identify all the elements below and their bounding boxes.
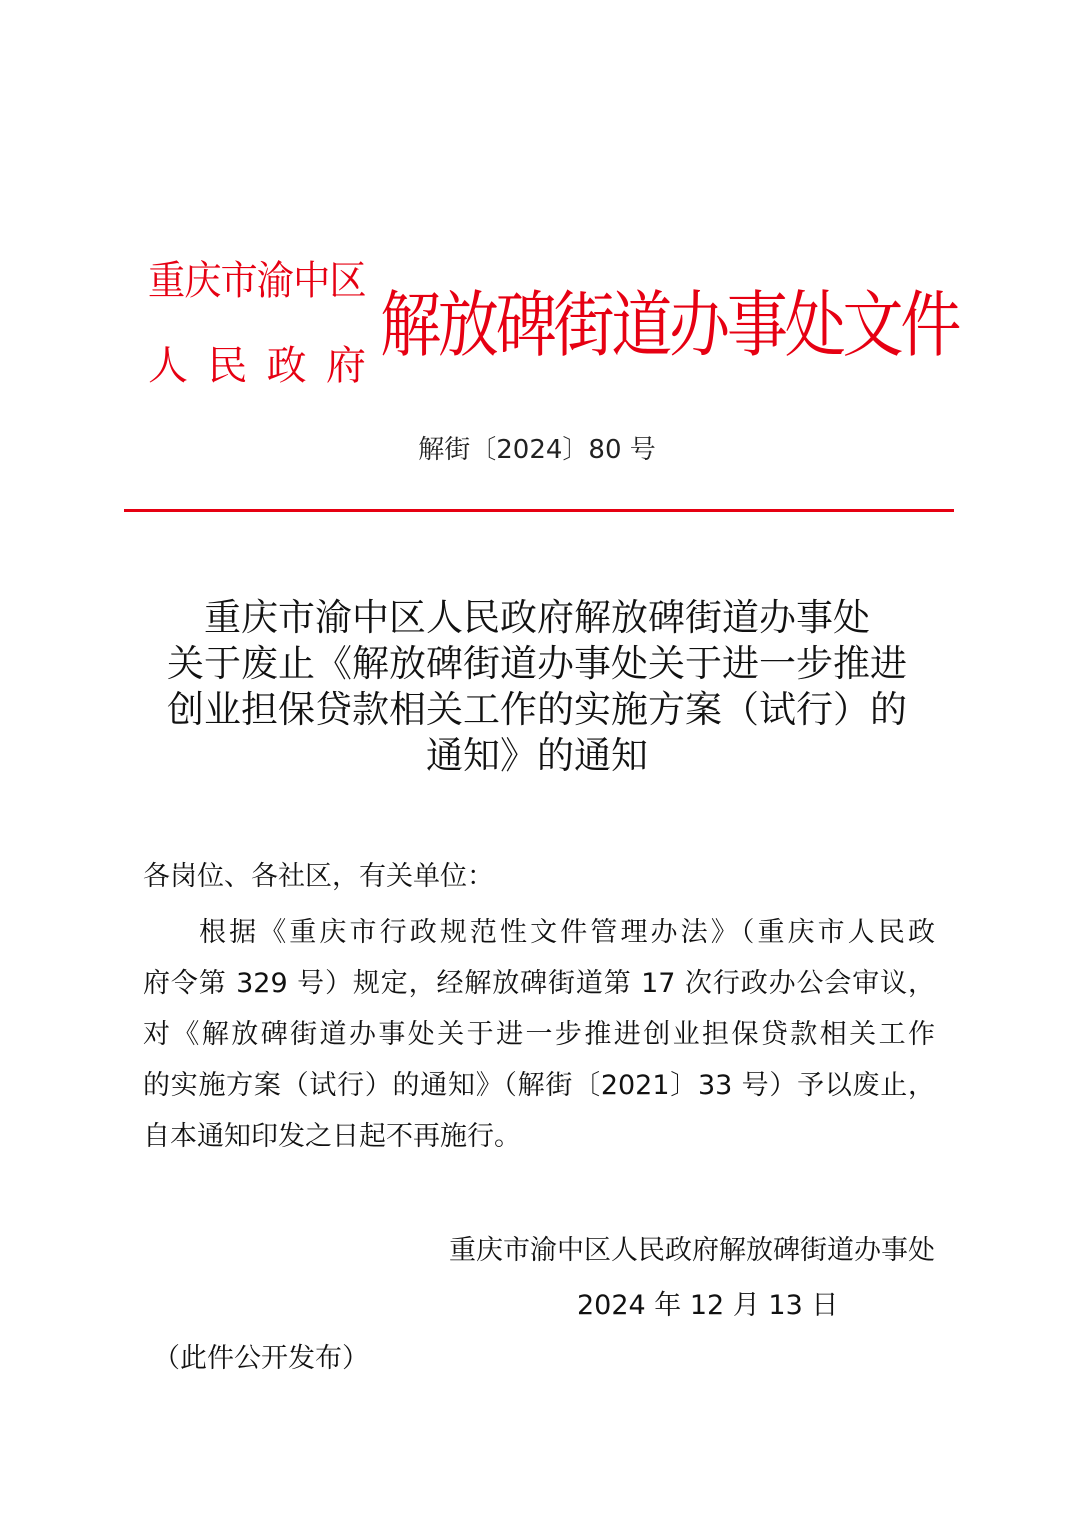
letterhead-government-char: 政 — [266, 343, 307, 389]
issue-date: 2024 年 12 月 13 日 — [577, 1290, 839, 1321]
red-separator-line — [124, 509, 954, 512]
document-body — [143, 853, 935, 1162]
salutation: 各岗位、各社区，有关单位： — [143, 861, 494, 892]
body-line: 自本通知印发之日起不再施行。 — [143, 1121, 521, 1152]
publication-note: （此件公开发布） — [153, 1343, 369, 1374]
body-line: 的实施方案（试行）的通知》（解街〔2021〕33 号）予以废止， — [143, 1070, 935, 1101]
document-title — [100, 595, 974, 779]
letterhead-government-char: 府 — [325, 343, 366, 389]
body-line: 府令第 329 号）规定，经解放碑街道第 17 次行政办公会审议， — [143, 968, 935, 999]
letterhead-government-char: 民 — [207, 343, 248, 389]
title-line: 重庆市渝中区人民政府解放碑街道办事处 — [204, 596, 870, 639]
letterhead-government-char: 人 — [148, 343, 188, 389]
letterhead-issuer-block — [148, 255, 374, 395]
title-line: 通知》的通知 — [426, 734, 648, 777]
body-line: 根据《重庆市行政规范性文件管理办法》（重庆市人民政 — [199, 917, 935, 948]
title-line: 关于废止《解放碑街道办事处关于进一步推进 — [167, 642, 907, 685]
letterhead-government — [148, 337, 366, 395]
body-line: 对《解放碑街道办事处关于进一步推进创业担保贷款相关工作 — [143, 1019, 935, 1050]
body-paragraph — [143, 907, 935, 1162]
document-number: 解街〔2024〕80 号 — [418, 435, 656, 465]
issuing-authority: 重庆市渝中区人民政府解放碑街道办事处 — [449, 1235, 935, 1266]
title-line: 创业担保贷款相关工作的实施方案（试行）的 — [167, 688, 907, 731]
letterhead-district: 重庆市渝中区 — [148, 258, 366, 304]
letterhead-title: 解放碑街道办事处文件 — [380, 283, 959, 367]
